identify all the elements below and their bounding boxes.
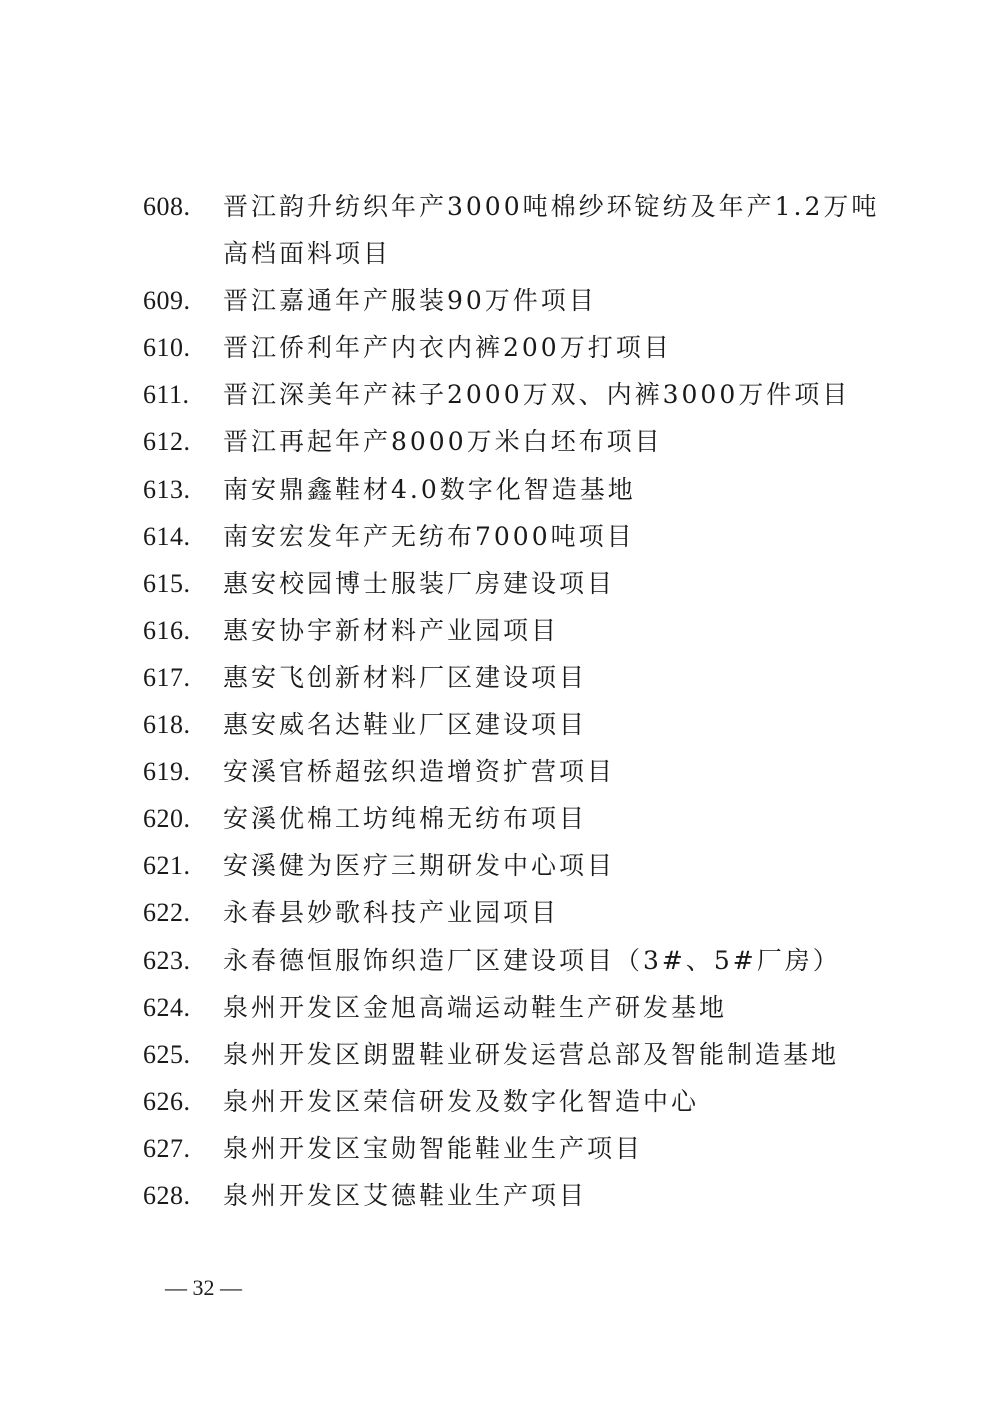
list-item xyxy=(143,748,883,795)
item-number: 612. xyxy=(143,427,191,457)
item-text: 泉州开发区金旭高端运动鞋生产研发基地 xyxy=(223,992,728,1022)
list-item xyxy=(143,889,883,936)
item-text: 惠安威名达鞋业厂区建设项目 xyxy=(223,710,588,740)
list-item xyxy=(143,371,883,418)
list-item xyxy=(143,418,883,465)
list-item xyxy=(143,1172,883,1219)
item-text: 安溪健为医疗三期研发中心项目 xyxy=(223,851,616,881)
item-number: 613. xyxy=(143,474,191,504)
item-number: 626. xyxy=(143,1086,191,1116)
item-text: 南安宏发年产无纺布7000吨项目 xyxy=(223,521,635,551)
item-text: 惠安校园博士服装厂房建设项目 xyxy=(223,568,616,598)
item-text: 泉州开发区艾德鞋业生产项目 xyxy=(223,1180,588,1210)
item-text: 泉州开发区朗盟鞋业研发运营总部及智能制造基地 xyxy=(223,1039,840,1069)
item-number: 611. xyxy=(143,380,190,410)
list-item xyxy=(143,701,883,748)
list-item xyxy=(143,795,883,842)
item-text: 永春县妙歌科技产业园项目 xyxy=(223,898,560,928)
list-item xyxy=(143,560,883,607)
list-item xyxy=(143,1078,883,1125)
item-text: 惠安飞创新材料厂区建设项目 xyxy=(223,662,588,692)
list-item xyxy=(143,984,883,1031)
list-item xyxy=(143,937,883,984)
list-item xyxy=(143,513,883,560)
item-text: 晋江深美年产袜子2000万双、内裤3000万件项目 xyxy=(223,380,851,410)
item-text: 晋江嘉通年产服装90万件项目 xyxy=(223,286,597,316)
item-number: 608. xyxy=(143,192,191,221)
item-number: 620. xyxy=(143,804,191,834)
item-number: 623. xyxy=(143,945,191,975)
list-item xyxy=(143,183,883,277)
item-number: 618. xyxy=(143,710,191,740)
item-number: 628. xyxy=(143,1180,191,1210)
item-text: 晋江再起年产8000万米白坯布项目 xyxy=(223,427,663,457)
project-list xyxy=(143,183,883,1219)
item-number: 609. xyxy=(143,286,191,316)
item-number: 625. xyxy=(143,1039,191,1069)
item-text: 南安鼎鑫鞋材4.0数字化智造基地 xyxy=(223,474,636,504)
list-item xyxy=(143,1031,883,1078)
item-number: 619. xyxy=(143,757,191,787)
item-number: 614. xyxy=(143,521,191,551)
item-number: 617. xyxy=(143,662,191,692)
item-number: 616. xyxy=(143,615,191,645)
item-number: 627. xyxy=(143,1133,191,1163)
item-text: 安溪官桥超弦织造增资扩营项目 xyxy=(223,757,616,787)
list-item xyxy=(143,1125,883,1172)
item-text: 安溪优棉工坊纯棉无纺布项目 xyxy=(223,804,588,834)
item-text: 惠安协宇新材料产业园项目 xyxy=(223,615,560,645)
item-number: 615. xyxy=(143,568,191,598)
list-item xyxy=(143,654,883,701)
list-item xyxy=(143,277,883,324)
item-number: 624. xyxy=(143,992,191,1022)
item-text: 泉州开发区宝勋智能鞋业生产项目 xyxy=(223,1133,644,1163)
item-number: 610. xyxy=(143,333,191,363)
list-item xyxy=(143,466,883,513)
list-item xyxy=(143,324,883,371)
item-text: 泉州开发区荣信研发及数字化智造中心 xyxy=(223,1086,700,1116)
item-text: 晋江侨利年产内衣内裤200万打项目 xyxy=(223,333,672,363)
item-number: 621. xyxy=(143,851,191,881)
list-item xyxy=(143,607,883,654)
list-item xyxy=(143,842,883,889)
item-number: 622. xyxy=(143,898,191,928)
item-text: 晋江韵升纺织年产3000吨棉纱环锭纺及年产1.2万吨高档面料项目 xyxy=(223,192,880,269)
page-number: — 32 — xyxy=(165,1275,242,1300)
item-text: 永春德恒服饰织造厂区建设项目（3#、5#厂房） xyxy=(223,945,841,975)
